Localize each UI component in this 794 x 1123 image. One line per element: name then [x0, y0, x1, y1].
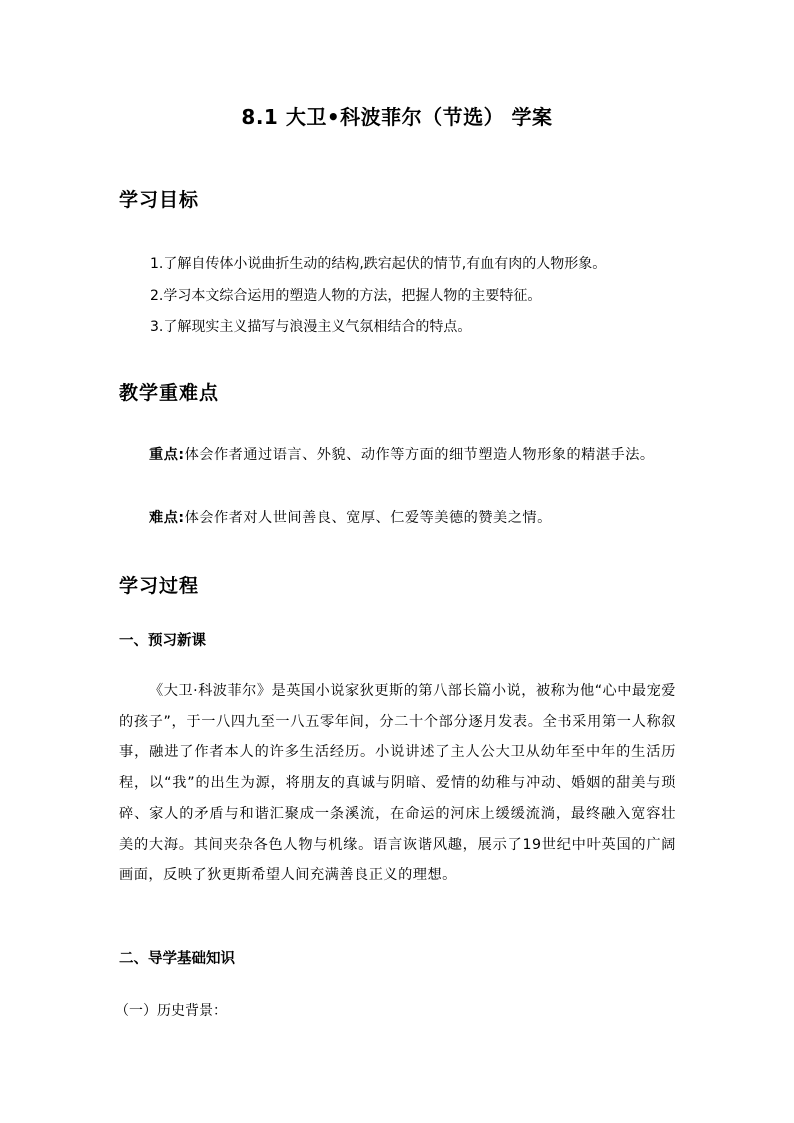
key-point-paragraph	[119, 440, 676, 471]
process-heading: 学习过程	[119, 575, 200, 597]
difficult-point-paragraph	[119, 503, 676, 534]
objective-item-1: 1.了解自传体小说曲折生动的结构,跌宕起伏的情节,有血有肉的人物形象。	[150, 256, 607, 272]
part2-sub1: （一）历史背景：	[115, 1003, 227, 1019]
document-title: 8.1 大卫•科波菲尔（节选） 学案	[241, 105, 553, 129]
objectives-heading: 学习目标	[119, 189, 200, 211]
objective-item-3: 3.了解现实主义描写与浪漫主义气氛相结合的特点。	[150, 319, 472, 335]
objective-item-2: 2.学习本文综合运用的塑造人物的方法，把握人物的主要特征。	[150, 288, 542, 304]
part1-paragraph: 《大卫·科波菲尔》是英国小说家狄更斯的第八部长篇小说，被称为他“心中最宠爱的孩子”，于一八四九至一八五零年间，分二十个部分逐月发表。全书采用第一人称叙事，融进了作者本人的许多生活经历。小说讲述了主人公大卫从幼年至中年的生活历程，以“我”的出生为源，将朋友的真诚与阴暗、爱情的幼稚与冲动、婚姻的甜美与琐碎、家人的矛盾与和谐汇聚成一条溪流，在命运的河床上缓缓流淌，最终融入宽容壮美的大海。其间夹杂各色人物与机缘。语言诙谐风趣，展示了19世纪中叶英国的广阔画面，反映了狄更斯希望人间充满善良正义的理想。	[119, 683, 676, 884]
key-point-label: 重点:	[149, 447, 185, 463]
keypoints-heading: 教学重难点	[119, 382, 220, 404]
difficult-point-text: 体会作者对人世间善良、宽厚、仁爱等美德的赞美之情。	[184, 510, 552, 526]
key-point-text: 体会作者通过语言、外貌、动作等方面的细节塑造人物形象的精湛手法。	[184, 447, 655, 463]
part1-heading: 一、预习新课	[119, 633, 206, 649]
difficult-point-label: 难点:	[149, 510, 185, 526]
part2-heading: 二、导学基础知识	[119, 951, 235, 967]
